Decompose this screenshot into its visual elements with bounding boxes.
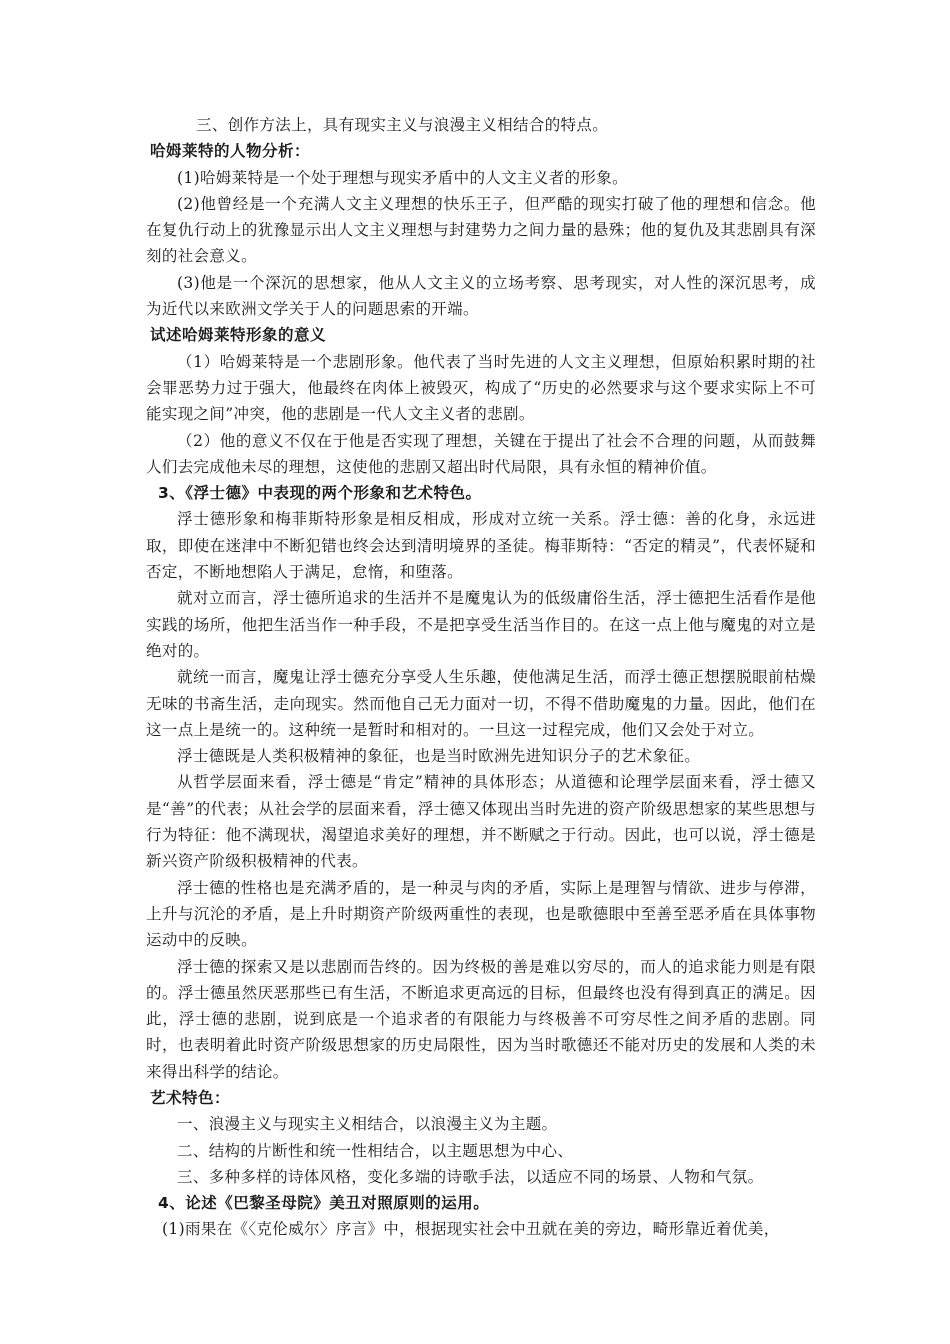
paragraph-hamlet-1: (1)哈姆莱特是一个处于理想与现实矛盾中的人文主义者的形象。 [177,168,628,187]
paragraph-art-1: 一、浪漫主义与现实主义相结合，以浪漫主义为主题。 [177,1115,558,1134]
paragraph-method: 三、创作方法上，具有现实主义与浪漫主义相结合的特点。 [196,116,609,134]
paragraph-art-2: 二、结构的片断性和统一性相结合，以主题思想为中心、 [177,1141,574,1160]
paragraph-notre-dame-1: (1)雨果在《〈克伦威尔〉序言》中，根据现实社会中丑就在美的旁边，畸形靠近着优美， [162,1220,780,1239]
paragraph-faust-5: 从哲学层面来看，浮士德是“肯定”精神的具体形态；从道德和论理学层面来看，浮士德又是“善”的代表；从社会学的层面来看，浮士德又体现出当时先进的资产阶级思想家的某些思想与行为特征：他不满现状，渴望追求美好的理想，并不断赋之于行动。因此，也可以说，浮士德是新兴资产阶级积极精神的代表。 [146,773,816,871]
paragraph-significance-2: （2）他的意义不仅在于他是否实现了理想，关键在于提出了社会不合理的问题，从而鼓舞人们去完成他未尽的理想，这使他的悲剧又超出时代局限，具有永恒的精神价值。 [146,431,816,476]
paragraph-hamlet-2: (2)他曾经是一个充满人文主义理想的快乐王子，但严酷的现实打破了他的理想和信念。他在复仇行动上的犹豫显示出人文主义理想与封建势力之间力量的悬殊；他的复仇及其悲剧具有深刻的社会意义。 [146,194,816,266]
paragraph-faust-4: 浮士德既是人类积极精神的象征，也是当时欧洲先进知识分子的艺术象征。 [177,747,701,766]
paragraph-hamlet-3: (3)他是一个深沉的思想家，他从人文主义的立场考察、思考现实，对人性的深沉思考，成为近代以来欧洲文学关于人的问题思索的开端。 [146,273,816,319]
heading-art-features: 艺术特色： [150,1088,231,1107]
heading-hamlet-significance: 试述哈姆莱特形象的意义 [150,326,327,345]
heading-faust: 3、《浮士德》中表现的两个形象和艺术特色。 [158,484,482,503]
paragraph-significance-1: （1）哈姆莱特是一个悲剧形象。他代表了当时先进的人文主义理想，但原始积累时期的社会罪恶势力过于强大，他最终在肉体上被毁灭，构成了“历史的必然要求与这个要求实际上不可能实现之间”冲突，他的悲剧是一代人文主义者的悲剧。 [146,352,816,424]
paragraph-faust-1: 浮士德形象和梅菲斯特形象是相反相成，形成对立统一关系。浮士德：善的化身，永远进取，即使在迷津中不断犯错也终会达到清明境界的圣徒。梅菲斯特：“否定的精灵”，代表怀疑和否定，不断地想陷人于满足，怠惰，和堕落。 [146,510,816,582]
paragraph-art-3: 三、多种多样的诗体风格，变化多端的诗歌手法，以适应不同的场景、人物和气氛。 [177,1167,764,1186]
paragraph-faust-6: 浮士德的性格也是充满矛盾的，是一种灵与肉的矛盾，实际上是理智与情欲、进步与停滞，上升与沉沦的矛盾，是上升时期资产阶级两重性的表现，也是歌德眼中至善至恶矛盾在具体事物运动中的反映。 [146,878,816,950]
heading-hamlet-analysis: 哈姆莱特的人物分析： [150,142,311,161]
paragraph-faust-3: 就统一而言，魔鬼让浮士德充分享受人生乐趣，使他满足生活，而浮士德正想摆脱眼前枯燥无味的书斋生活，走向现实。然而他自己无力面对一切，不得不借助魔鬼的力量。因此，他们在这一点上是统一的。这种统一是暂时和相对的。一旦这一过程完成，他们又会处于对立。 [146,668,816,739]
paragraph-faust-2: 就对立而言，浮士德所追求的生活并不是魔鬼认为的低级庸俗生活，浮士德把生活看作是他实践的场所，他把生活当作一种手段，不是把享受生活当作目的。在这一点上他与魔鬼的对立是绝对的。 [146,589,816,660]
heading-notre-dame: 4、论述《巴黎圣母院》美丑对照原则的运用。 [158,1194,490,1213]
paragraph-faust-7: 浮士德的探索又是以悲剧而告终的。因为终极的善是难以穷尽的，而人的追求能力则是有限的。浮士德虽然厌恶那些已有生活，不断追求更高远的目标，但最终也没有得到真正的满足。因此，浮士德的悲剧，说到底是一个追求者的有限能力与终极善不可穷尽性之间矛盾的悲剧。同时，也表明着此时资产阶级思想家的历史局限性，因为当时歌德还不能对历史的发展和人类的未来得出科学的结论。 [146,957,816,1081]
